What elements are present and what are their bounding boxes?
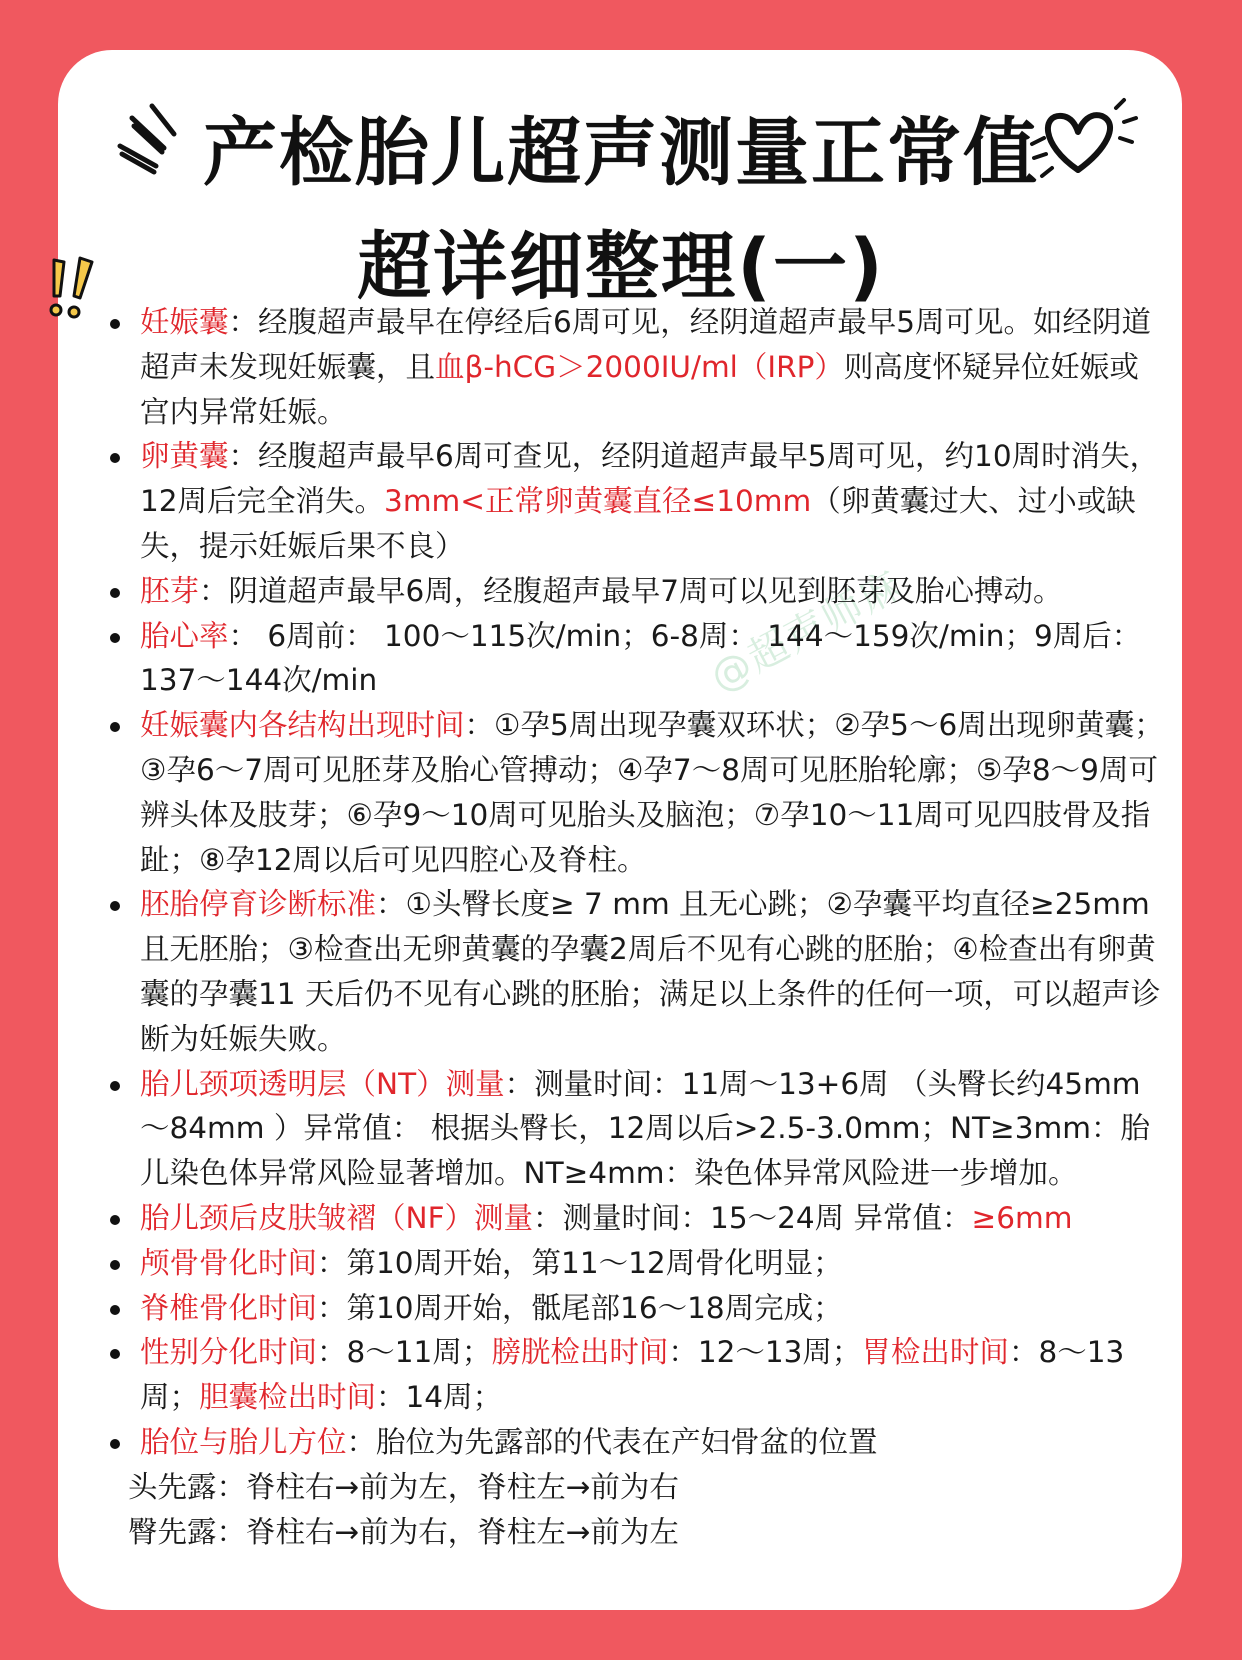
list-item xyxy=(106,569,1166,614)
list-item xyxy=(106,1420,1166,1465)
item-text: ：阴道超声最早6周，经腹超声最早7周可以见到胚芽及胎心搏动。 xyxy=(199,573,1063,608)
watermark: @超声师麻 xyxy=(703,561,911,702)
item-text: 则高度怀疑异位妊娠或宫内异常妊娠。 xyxy=(140,349,1139,429)
item-text: ：测量时间：15～24周 异常值： xyxy=(533,1200,972,1235)
item-text: ：第10周开始，骶尾部16～18周完成； xyxy=(317,1290,843,1325)
bullet-list xyxy=(106,300,1166,1554)
list-item xyxy=(106,614,1166,704)
list-item xyxy=(106,1196,1166,1241)
term-label: 脊椎骨化时间 xyxy=(140,1290,318,1325)
term-label: 胎心率 xyxy=(140,618,229,653)
item-text: （卵黄囊过大、过小或缺失，提示妊娠后果不良） xyxy=(140,484,1136,563)
term-label: 胚胎停育诊断标准 xyxy=(140,887,377,922)
term-label: 胃检出时间 xyxy=(861,1335,1009,1370)
item-text: ：测量时间：11周～13+6周 （头臀长约45mm～84mm ）异常值： 根据头臀长，12周以后>2.5-3.0mm；NT≥3mm：胎儿染色体异常风险显著增加。NT≥4mm：染色体异常风险进一步增加。 xyxy=(140,1066,1151,1191)
term-label: 卵黄囊 xyxy=(140,439,229,474)
page-title: 产检胎儿超声测量正常值 xyxy=(203,110,1039,196)
term-label: 妊娠囊 xyxy=(140,305,229,339)
term-label: 胎儿颈后皮肤皱褶（NF）测量 xyxy=(140,1200,534,1235)
term-label: 妊娠囊内各结构出现时间 xyxy=(140,708,465,743)
item-text: ：胎位为先露部的代表在产妇骨盆的位置 xyxy=(346,1424,878,1459)
tail-line: 臀先露：脊柱右→前为右，脊柱左→前为左 xyxy=(128,1514,679,1549)
term-label: 胎儿颈项透明层（NT）测量 xyxy=(140,1066,505,1101)
item-text: ：①头臀长度≥ 7 mm 且无心跳；②孕囊平均直径≥25mm且无胚胎；③检查出无卵黄囊的孕囊2周后不见有心跳的胚胎；④检查出有卵黄囊的孕囊11 天后仍不见有心跳的胚胎；满足以上条件的任何一项，可以超声诊断为妊娠失败。 xyxy=(140,887,1161,1056)
term-label: 颅骨骨化时间 xyxy=(140,1245,318,1280)
item-text: ：14周； xyxy=(376,1380,503,1415)
item-text: ：12～13周； xyxy=(668,1335,862,1370)
item-text: ：经腹超声最早在停经后6周可见，经阴道超声最早5周可见。如经阴道超声未发现妊娠囊，且 xyxy=(140,305,1152,384)
list-item xyxy=(106,434,1166,568)
page-subtitle: 超详细整理(一) xyxy=(357,224,885,310)
item-text: ：8～11周； xyxy=(317,1335,492,1370)
term-label: 膀胱检出时间 xyxy=(491,1335,669,1370)
item-text: ：第10周开始，第11～12周骨化明显； xyxy=(317,1245,843,1280)
term-label: 胎位与胎儿方位 xyxy=(140,1424,347,1459)
list-item xyxy=(106,300,1166,434)
item-text: ：经腹超声最早6周可查见，经阴道超声最早5周可见，约10周时消失，12周后完全消失。 xyxy=(140,439,1160,519)
item-text: ：8～13周； xyxy=(140,1335,1125,1415)
highlight-text: 3mm<正常卵黄囊直径≤10mm xyxy=(384,484,812,519)
item-text: ：①孕5周出现孕囊双环状；②孕5～6周出现卵黄囊；③孕6～7周可见胚芽及胎心管搏动；④孕7～8周可见胚胎轮廓；⑤孕8～9周可辨头体及肢芽；⑥孕9～10周可见胎头及脑泡；⑦孕10～11周可见四肢骨及指趾；⑧孕12周以后可见四腔心及脊柱。 xyxy=(140,708,1164,877)
highlight-text: 血β-hCG＞2000IU/ml（IRP） xyxy=(435,349,844,384)
term-label: 胆囊检出时间 xyxy=(199,1380,377,1415)
term-label: 性别分化时间 xyxy=(140,1335,318,1370)
list-item xyxy=(106,1330,1166,1420)
highlight-text: ≥6mm xyxy=(971,1200,1073,1235)
term-label: 胚芽 xyxy=(140,573,200,608)
list-item xyxy=(106,703,1166,882)
list-item xyxy=(106,1241,1166,1286)
list-item xyxy=(106,1062,1166,1196)
item-text: ： 6周前： 100～115次/min；6-8周： 144～159次/min；9周后：137～144次/min xyxy=(140,618,1142,698)
list-item xyxy=(106,1286,1166,1331)
tail-line: 头先露：脊柱右→前为左，脊柱左→前为右 xyxy=(128,1469,679,1504)
list-item xyxy=(106,882,1166,1061)
